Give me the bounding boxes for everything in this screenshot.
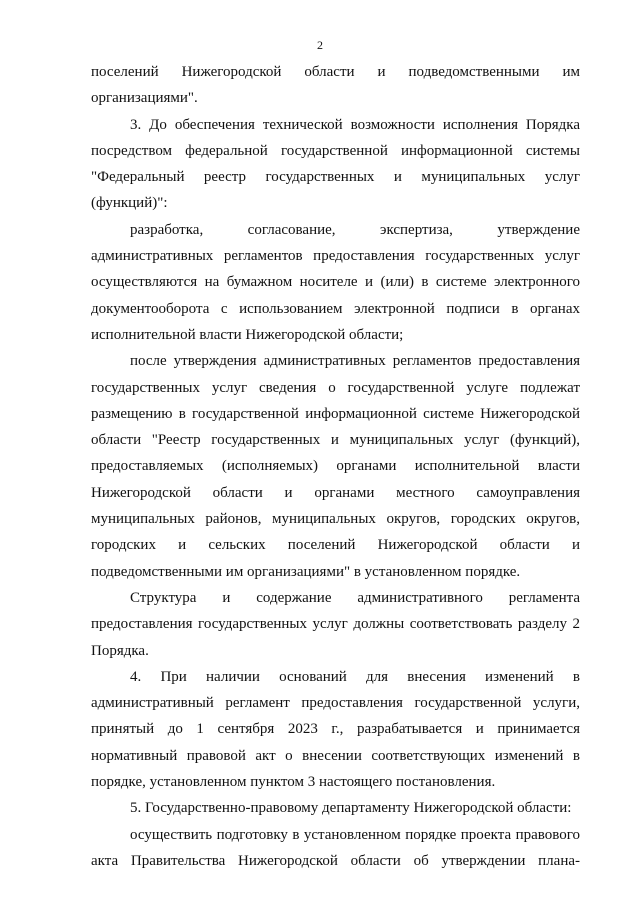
paragraph-item-4: 4. При наличии оснований для внесения изменений в административный регламент предоставления государственной услуги, принятый до 1 сентября 2023 г., разрабатывается и принимается нормативный правовой акт о внесении соответствующих изменений в порядке, установленном пунктом 3 настоящего постановления. [91, 668, 580, 791]
paragraph-item-3: 3. До обеспечения технической возможности исполнения Порядка посредством федеральной государственной информационной системы "Федеральный реестр государственных и муниципальных услуг (функций)": [91, 116, 580, 212]
paragraph-item-5: 5. Государственно-правовому департаменту Нижегородской области: [130, 800, 572, 817]
paragraph-continuation: поселений Нижегородской области и подведомственными им организациями". [91, 64, 580, 107]
paragraph-after-approval: после утверждения административных регламентов предоставления государственных услуг сведения о государственной услуге подлежат размещению в государственной информационной системе Нижегородской области "Реестр государственных и муниципальных услуг (функций), предоставляемых (исполняемых) органами исполнительной власти Нижегородской области и органами местного самоуправления муниципальных районов, муниципальных округов, городских округов, городских и сельских поселений Нижегородской области и подведомственными им организациями" в установленном порядке. [91, 353, 580, 580]
page-number: 2 [317, 38, 323, 52]
paragraph-prepare-draft: осуществить подготовку в установленном порядке проекта правового акта Правительства Нижегородской области об утверждении плана- [91, 826, 580, 869]
paragraph-development: разработка, согласование, экспертиза, утверждение административных регламентов предоставления государственных услуг осуществляются на бумажном носителе и (или) в системе электронного документооборота с использованием электронной подписи в органах исполнительной власти Нижегородской области; [91, 221, 580, 343]
document-body [91, 59, 580, 874]
paragraph-structure: Структура и содержание административного регламента предоставления государственных услуг должны соответствовать разделу 2 Порядка. [91, 589, 580, 659]
